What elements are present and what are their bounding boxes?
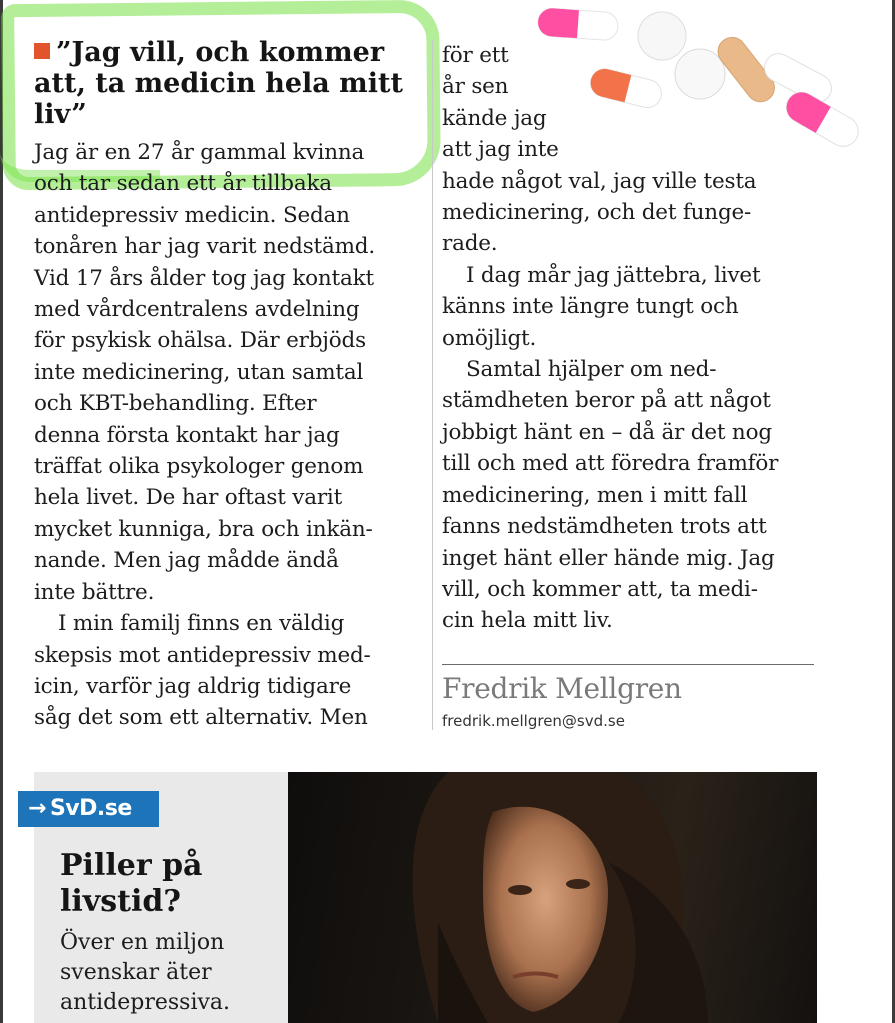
svd-tag-label: SvD.se (49, 796, 132, 821)
article-line: antidepressiv medicin. Sedan (34, 202, 350, 228)
article-line: och tar sedan ett år tillbaka (34, 171, 332, 197)
byline-divider (442, 664, 814, 665)
article-line: inget hänt eller hände mig. Jag (442, 545, 775, 571)
article-headline (34, 37, 424, 130)
article-line: träffat olika psykologer genom (34, 454, 364, 480)
article-line: skepsis mot antidepressiv med- (34, 642, 371, 668)
article-line: mycket kunniga, bra och inkän- (34, 516, 373, 542)
article-line: att jag inte (442, 137, 559, 163)
promo-text: Över en miljon svenskar äter antidepressiva. (60, 930, 231, 1015)
article-column-1 (34, 137, 424, 734)
article-line: tonåren har jag varit nedstämd. (34, 234, 375, 260)
section-marker (34, 43, 50, 59)
arrow-right-icon: → (28, 796, 46, 821)
article-line: rade. (442, 231, 498, 257)
article-line: för psykisk ohälsa. Där erbjöds (34, 328, 366, 354)
article-line: år sen (442, 74, 509, 100)
byline-name: Fredrik Mellgren (442, 672, 682, 705)
article-line: med vårdcentralens avdelning (34, 297, 360, 323)
article-line: denna första kontakt har jag (34, 422, 340, 448)
article-line: I dag mår jag jättebra, livet (466, 262, 761, 288)
article-line: Jag är en 27 år gammal kvinna (34, 140, 365, 165)
column-divider (432, 40, 433, 730)
article-line: medicinering, men i mitt fall (442, 482, 748, 508)
page-edge-left (0, 0, 3, 1023)
article-line: stämdheten beror på att något (442, 388, 771, 414)
article-line: hade något val, jag ville testa (442, 168, 757, 194)
article-line: inte bättre. (34, 579, 155, 605)
article-line: känns inte längre tungt och (442, 294, 739, 320)
article-line: och KBT-behandling. Efter (34, 391, 317, 417)
article-line: för ett (442, 43, 509, 68)
article-line: medicinering, och det funge- (442, 200, 752, 226)
article-line: I min familj finns en väldig (58, 611, 345, 637)
article-line: såg det som ett alternativ. Men (34, 705, 368, 731)
article-line: vill, och kommer att, ta medi- (442, 576, 758, 602)
article-column-2 (442, 40, 822, 637)
article-line: icin, varför jag aldrig tidigare (34, 673, 352, 699)
promo-title[interactable]: Piller på livstid? (60, 848, 203, 919)
article-line: hela livet. De har oftast varit (34, 485, 343, 511)
svd-link-tag[interactable] (18, 791, 159, 827)
byline-email[interactable]: fredrik.mellgren@svd.se (442, 712, 625, 730)
article-line: inte medicinering, utan samtal (34, 359, 364, 385)
article-line: nande. Men jag mådde ändå (34, 548, 339, 574)
article-line: omöjligt. (442, 325, 537, 351)
article-line: Samtal hjälper om ned- (466, 357, 717, 383)
article-line: kände jag (442, 105, 547, 131)
article-line: till och med att föredra framför (442, 451, 779, 477)
promo-photo (288, 772, 817, 1023)
article-line: cin hela mitt liv. (442, 608, 613, 634)
headline-text: ”Jag vill, och kommer att, ta medicin hela mitt liv” (34, 37, 403, 130)
article-line: jobbigt hänt en – då är det nog (442, 419, 772, 445)
article-line: fanns nedstämdheten trots att (442, 514, 767, 540)
woman-portrait (288, 772, 817, 1023)
article-line: Vid 17 års ålder tog jag kontakt (34, 265, 374, 291)
